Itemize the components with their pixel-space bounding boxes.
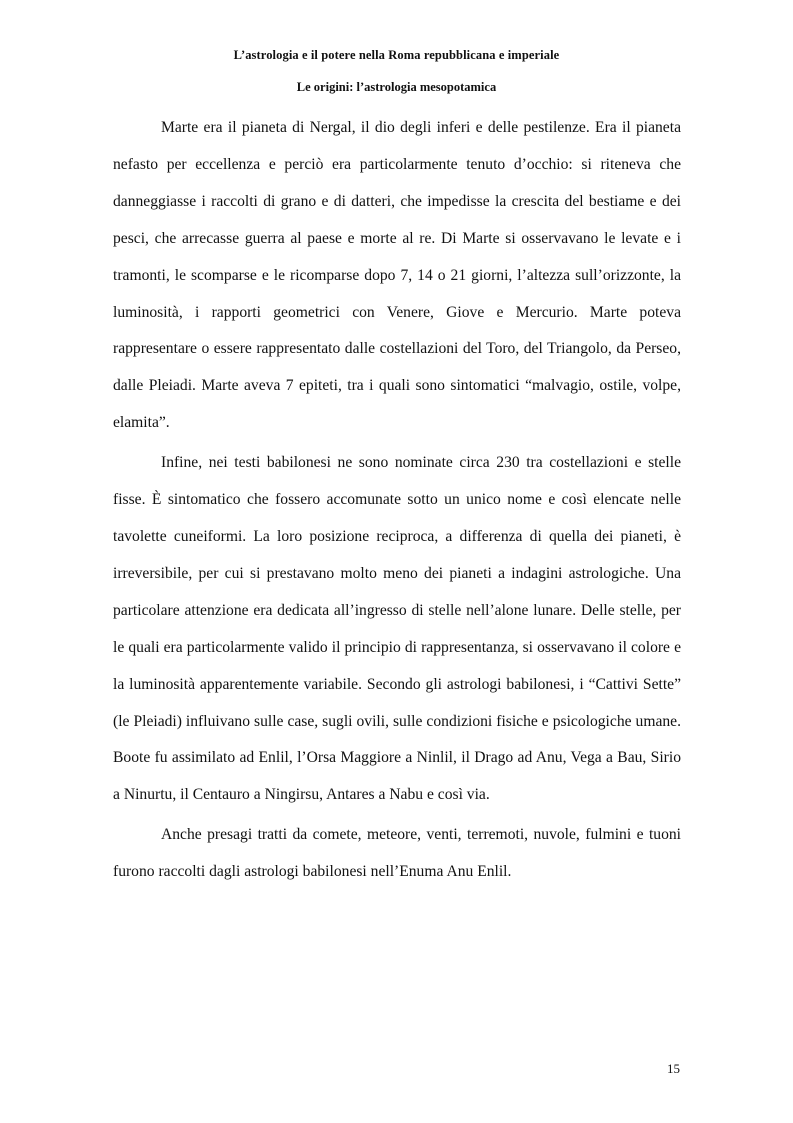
paragraph-omens: Anche presagi tratti da comete, meteore, venti, terremoti, nuvole, fulmini e tuoni furono raccolti dagli astrologi babilonesi nell’Enuma Anu Enlil. — [113, 826, 681, 881]
page-number: 15 — [667, 1061, 680, 1076]
paragraph-mars: Marte era il pianeta di Nergal, il dio degli inferi e delle pestilenze. Era il pianeta nefasto per eccellenza e perciò era particolarmente tenuto d’occhio: si riteneva che danneggiasse i raccolti di grano e di datteri, che impedisse la crescita del bestiame e dei pesci, che arrecasse guerra al paese e morte al re. Di Marte si osservavano le levate e i tramonti, le scomparse e le ricomparse dopo 7, 14 o 21 giorni, l’altezza sull’orizzonte, la luminosità, i rapporti geometrici con Venere, Giove e Mercurio. Marte poteva rappresentare o essere rappresentato dalle costellazioni del Toro, del Triangolo, da Perseo, dalle Pleiadi. Marte aveva 7 epiteti, tra i quali sono sintomatici “malvagio, ostile, volpe, elamita”. — [113, 119, 681, 432]
paragraph-fixed-stars: Infine, nei testi babilonesi ne sono nominate circa 230 tra costellazioni e stelle fisse. È sintomatico che fossero accomunate sotto un unico nome e così elencate nelle tavolette cuneiformi. La loro posizione reciproca, a differenza di quella dei pianeti, è irreversibile, per cui si prestavano molto meno dei pianeti a indagini astrologiche. Una particolare attenzione era dedicata all’ingresso di stelle nell’alone lunare. Delle stelle, per le quali era particolarmente valido il principio di rappresentanza, si osservavano il colore e la luminosità apparentemente variabile. Secondo gli astrologi babilonesi, i “Cattivi Sette” (le Pleiadi) influivano sulle case, sugli ovili, sulle condizioni fisiche e psicologiche umane. Boote fu assimilato ad Enlil, l’Orsa Maggiore a Ninlil, il Drago ad Anu, Vega a Bau, Sirio a Ninurtu, il Centauro a Ningirsu, Antares a Nabu e così via. — [113, 454, 681, 804]
running-header-title: L’astrologia e il potere nella Roma repubblicana e imperiale — [233, 48, 560, 62]
running-header-subtitle: Le origini: l’astrologia mesopotamica — [296, 80, 497, 94]
body-text — [113, 110, 681, 894]
